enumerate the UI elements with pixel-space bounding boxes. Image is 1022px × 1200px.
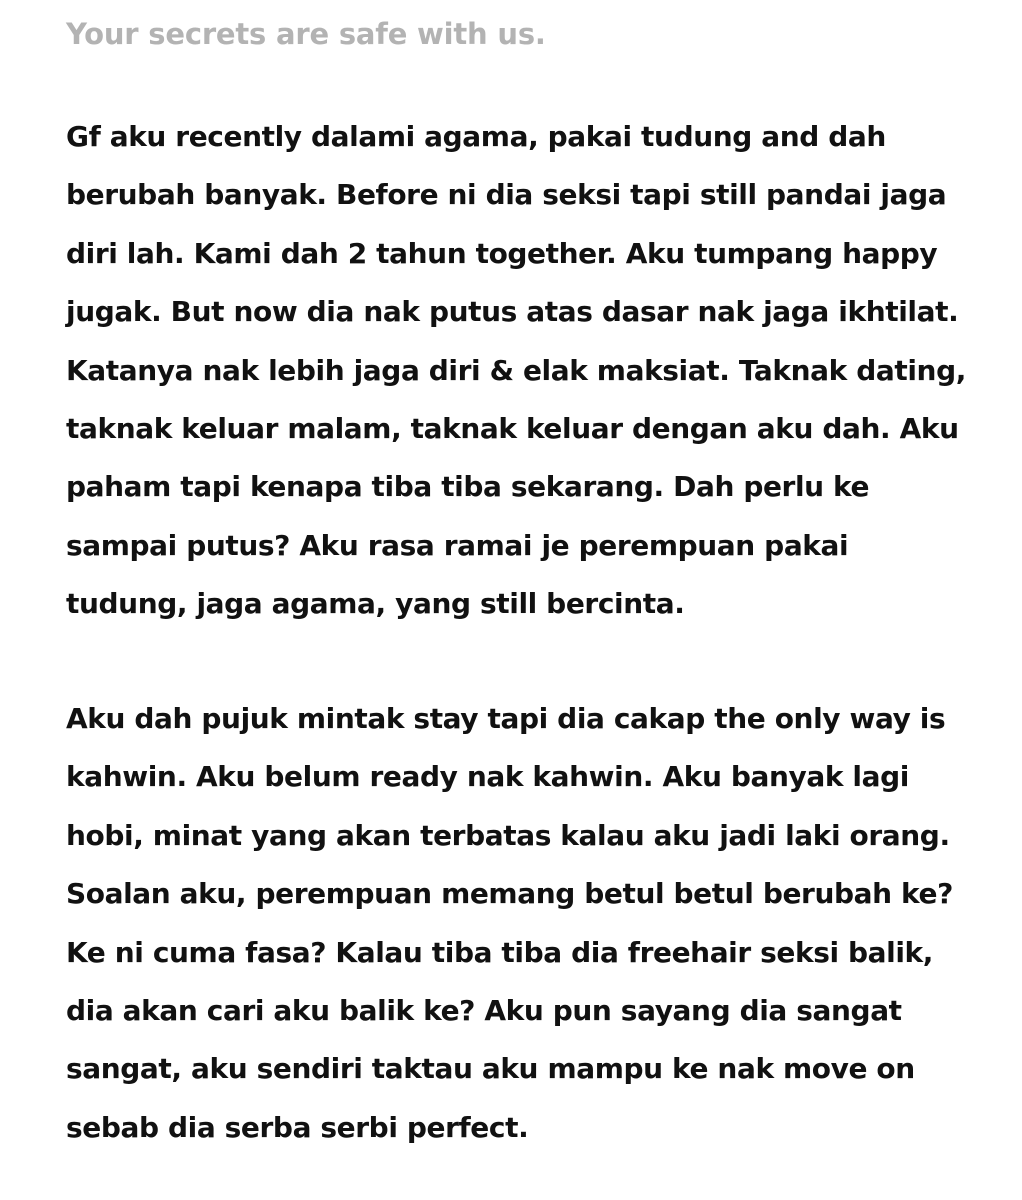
confession-paragraph-2 bbox=[66, 690, 953, 1157]
paragraph-line: diri lah. Kami dah 2 tahun together. Aku tumpang happy bbox=[66, 236, 938, 270]
confession-paragraph-1 bbox=[66, 108, 966, 634]
paragraph-line: berubah banyak. Before ni dia seksi tapi still pandai jaga bbox=[66, 178, 947, 212]
paragraph-line: tudung, jaga agama, yang still bercinta. bbox=[66, 587, 685, 621]
paragraph-line: Aku dah pujuk mintak stay tapi dia cakap the only way is bbox=[66, 702, 946, 735]
paragraph-line: kahwin. Aku belum ready nak kahwin. Aku banyak lagi bbox=[66, 760, 909, 794]
paragraph-line: sangat, aku sendiri taktau aku mampu ke nak move on bbox=[66, 1052, 915, 1086]
paragraph-line: sampai putus? Aku rasa ramai je perempuan pakai bbox=[66, 528, 849, 562]
paragraph-line: jugak. But now dia nak putus atas dasar nak jaga ikhtilat. bbox=[66, 295, 959, 329]
paragraph-line: taknak keluar malam, taknak keluar dengan aku dah. Aku bbox=[66, 412, 959, 446]
paragraph-line: Ke ni cuma fasa? Kalau tiba tiba dia freehair seksi balik, bbox=[66, 935, 934, 969]
paragraph-line: Gf aku recently dalami agama, pakai tudung and dah bbox=[66, 120, 886, 153]
paragraph-line: Soalan aku, perempuan memang betul betul berubah ke? bbox=[66, 877, 953, 911]
tagline: Your secrets are safe with us. bbox=[66, 17, 546, 51]
paragraph-line: dia akan cari aku balik ke? Aku pun sayang dia sangat bbox=[66, 994, 902, 1028]
paragraph-line: sebab dia serba serbi perfect. bbox=[66, 1110, 529, 1144]
paragraph-line: hobi, minat yang akan terbatas kalau aku jadi laki orang. bbox=[66, 818, 950, 852]
paragraph-line: paham tapi kenapa tiba tiba sekarang. Dah perlu ke bbox=[66, 470, 870, 504]
paragraph-line: Katanya nak lebih jaga diri & elak maksiat. Taknak dating, bbox=[66, 353, 966, 387]
